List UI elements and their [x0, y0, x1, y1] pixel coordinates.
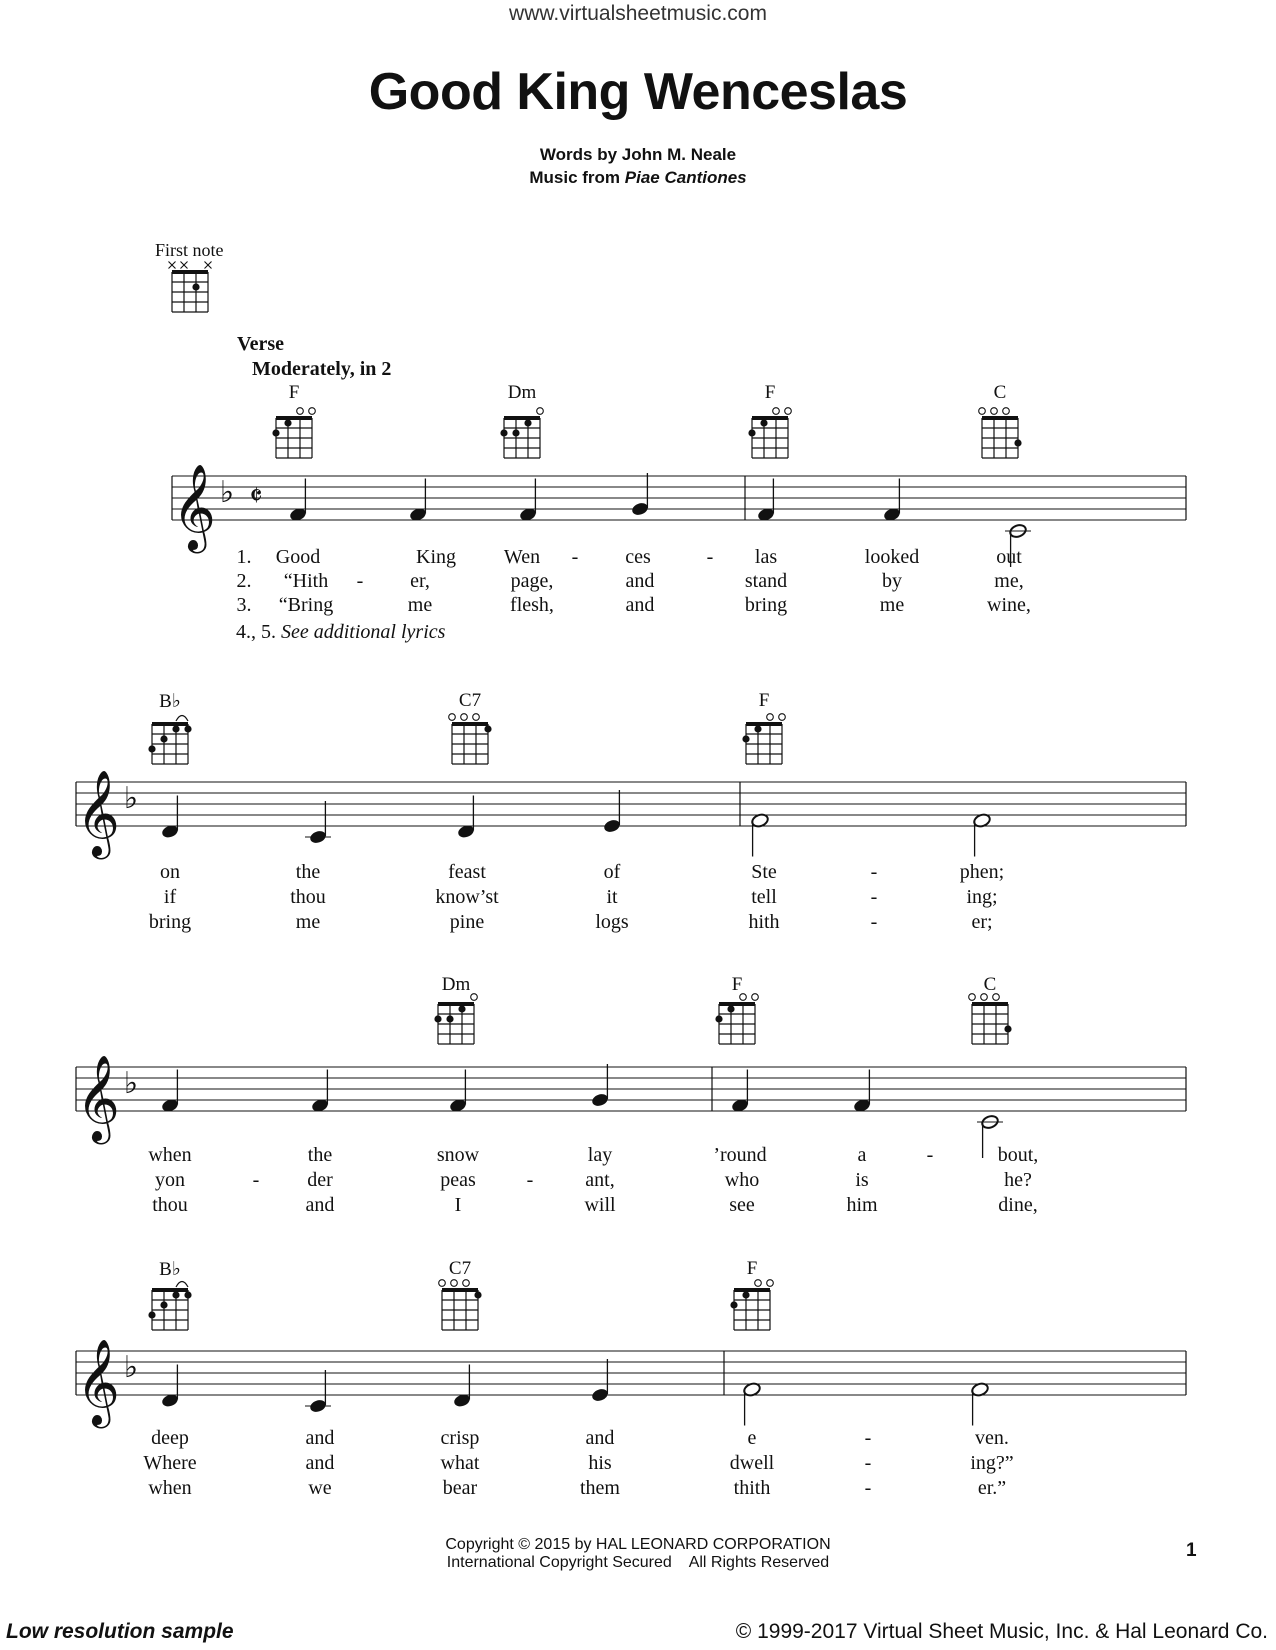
lyric-syllable: Good: [275, 546, 321, 568]
lyric-syllable: -: [870, 861, 878, 883]
lyric-syllable: what: [440, 1452, 480, 1474]
open-string-marker: [449, 714, 456, 721]
chord-symbol: Dm: [507, 382, 537, 403]
lyric-syllable: “Bring: [278, 594, 334, 616]
lyric-syllable: and: [625, 594, 655, 616]
lyric-syllable: -: [571, 546, 579, 568]
finger-dot: [474, 1291, 481, 1298]
finger-dot: [748, 429, 755, 436]
lyric-syllable: logs: [595, 911, 629, 933]
lyric-syllable: “Hith: [283, 570, 329, 592]
lyric-syllable: ces: [625, 546, 651, 568]
half-note: [971, 1382, 990, 1426]
finger-dot: [458, 1005, 465, 1012]
copyright-notice: [0, 1536, 1276, 1572]
lyric-syllable: -: [870, 886, 878, 908]
quarter-note: [631, 473, 650, 517]
lyric-syllable: Where: [143, 1452, 197, 1474]
key-signature-flat: ♭: [123, 1350, 139, 1385]
lyric-syllable: out: [996, 546, 1022, 568]
chord-diagram: [748, 408, 791, 458]
half-note: [743, 1382, 762, 1426]
open-string-marker: [979, 408, 986, 415]
section-label: Verse: [237, 333, 285, 355]
quarter-note: [853, 1070, 872, 1114]
copyright-line-2: International Copyright Secured All Rights Reserved: [446, 1554, 830, 1571]
lyric-syllable: and: [625, 570, 655, 592]
lyric-syllable: -: [706, 546, 714, 568]
lyric-syllable: me: [407, 594, 433, 616]
lyric-syllable: pine: [449, 911, 485, 933]
chord-diagram: [742, 714, 785, 764]
finger-dot: [524, 419, 531, 426]
lyric-syllable: flesh,: [510, 594, 554, 616]
open-string-marker: [451, 1280, 458, 1287]
lyric-syllable: -: [864, 1477, 872, 1499]
quarter-note: [757, 479, 776, 523]
lyric-syllable: him: [846, 1194, 878, 1216]
finger-dot: [1014, 439, 1021, 446]
open-string-marker: [767, 1280, 774, 1287]
lyric-syllable: King: [416, 546, 456, 568]
additional-verses-prefix: 4., 5.: [236, 621, 276, 643]
note-head: [631, 501, 650, 517]
half-note: [751, 813, 770, 857]
lyric-syllable: the: [295, 861, 321, 883]
lyric-syllable: thou: [290, 886, 326, 908]
lyric-syllable: of: [603, 861, 621, 883]
finger-dot: [1004, 1025, 1011, 1032]
lyric-syllable: will: [584, 1194, 616, 1216]
quarter-note: [305, 1370, 331, 1414]
finger-dot: [160, 1301, 167, 1308]
chord-symbol: C: [993, 382, 1007, 403]
lyric-syllable: and: [305, 1452, 335, 1474]
lyric-syllable: his: [588, 1452, 612, 1474]
note-head: [591, 1092, 610, 1108]
lyric-syllable: bring: [148, 911, 192, 933]
staff: [76, 1351, 1186, 1395]
finger-dot: [148, 745, 155, 752]
open-string-marker: [463, 1280, 470, 1287]
quarter-note: [289, 479, 308, 523]
quarter-note: [161, 796, 180, 840]
treble-clef: 𝄞: [76, 770, 120, 856]
lyric-syllable: when: [148, 1144, 192, 1166]
lyric-syllable: see: [729, 1194, 755, 1216]
note-head: [591, 1387, 610, 1403]
lyric-syllable: -: [864, 1427, 872, 1449]
chord-diagram: [148, 716, 191, 765]
open-string-marker: [779, 714, 786, 721]
lyric-syllable: -: [526, 1169, 534, 1191]
chord-diagram: [434, 994, 477, 1044]
lyric-syllable: stand: [744, 570, 788, 592]
lyric-syllable: e: [747, 1427, 757, 1449]
treble-clef: 𝄞: [172, 464, 216, 550]
lyric-syllable: looked: [864, 546, 920, 568]
lyric-syllable: bring: [744, 594, 788, 616]
additional-lyrics-note: [236, 621, 445, 644]
lyric-syllable: lay: [587, 1144, 613, 1166]
open-string-marker: [297, 408, 304, 415]
lyric-syllable: is: [855, 1169, 869, 1191]
quarter-note: [883, 479, 902, 523]
lyric-syllable: if: [163, 886, 177, 908]
chord-symbol: F: [746, 1258, 758, 1279]
first-note-diagram: [169, 262, 212, 313]
finger-dot: [184, 725, 191, 732]
lyric-syllable: snow: [436, 1144, 480, 1166]
open-string-marker: [773, 408, 780, 415]
lyric-syllable: yon: [155, 1169, 185, 1191]
finger-dot: [446, 1015, 453, 1022]
lyric-syllable: he?: [1004, 1169, 1032, 1191]
staff: [76, 782, 1186, 826]
barre-arc: [176, 716, 188, 722]
finger-dot: [715, 1015, 722, 1022]
lyric-syllable: -: [356, 570, 364, 592]
open-string-marker: [473, 714, 480, 721]
lyric-syllable: ing?”: [970, 1452, 1014, 1474]
chord-symbol: F: [731, 974, 743, 995]
lyric-syllable: phen;: [959, 861, 1005, 883]
music-credit-source: Piae Cantiones: [624, 168, 747, 187]
lyric-syllable: las: [754, 546, 778, 568]
finger-dot: [742, 1291, 749, 1298]
half-note: [973, 813, 992, 857]
lyric-syllable: ven.: [975, 1427, 1009, 1449]
chord-symbol: C: [983, 974, 997, 995]
lyric-syllable: thith: [733, 1477, 771, 1499]
staff: [76, 1067, 1186, 1111]
lyric-syllable: er;: [971, 911, 993, 933]
lyric-syllable: I: [454, 1194, 462, 1216]
chord-symbol: F: [758, 690, 770, 711]
lyric-syllable: tell: [751, 886, 777, 908]
chord-symbol: C7: [458, 690, 482, 711]
lyric-syllable: wine,: [987, 594, 1031, 616]
lyric-syllable: we: [308, 1477, 332, 1499]
publisher-footer: © 1999-2017 Virtual Sheet Music, Inc. & Hal Leonard Co.: [735, 1620, 1268, 1643]
finger-dot: [727, 1005, 734, 1012]
low-resolution-notice: Low resolution sample: [6, 1620, 234, 1643]
lyric-syllable: dine,: [998, 1194, 1038, 1216]
finger-dot: [172, 1291, 179, 1298]
lyric-syllable: it: [606, 886, 618, 908]
lyric-syllable: -: [864, 1452, 872, 1474]
lyric-syllable: Ste: [751, 861, 777, 883]
chord-diagram: [730, 1280, 773, 1330]
copyright-line-1: Copyright © 2015 by HAL LEONARD CORPORATION: [445, 1536, 831, 1553]
open-string-marker: [439, 1280, 446, 1287]
lyric-syllable: er,: [410, 570, 430, 592]
lyric-syllable: peas: [440, 1169, 476, 1191]
note-head: [603, 818, 622, 834]
chord-diagram: [148, 1282, 191, 1331]
lyric-syllable: on: [160, 861, 180, 883]
treble-clef: 𝄞: [76, 1055, 120, 1141]
lyric-syllable: by: [882, 570, 902, 592]
chord-diagram: [439, 1280, 482, 1330]
lyric-syllable: thou: [152, 1194, 188, 1216]
finger-dot: [284, 419, 291, 426]
lyric-syllable: when: [148, 1477, 192, 1499]
finger-dot: [192, 283, 199, 290]
chord-diagram: [500, 408, 543, 458]
cut-time-signature: 𝄵: [249, 479, 263, 514]
first-note-label: First note: [155, 240, 224, 260]
lyric-syllable: a: [857, 1144, 867, 1166]
finger-dot: [742, 735, 749, 742]
barre-arc: [176, 1282, 188, 1288]
lyric-syllable: dwell: [729, 1452, 775, 1474]
lyric-syllable: hith: [748, 911, 780, 933]
quarter-note: [603, 790, 622, 834]
quarter-note: [161, 1070, 180, 1114]
finger-dot: [484, 725, 491, 732]
lyric-syllable: -: [252, 1169, 260, 1191]
staff: [172, 476, 1186, 520]
lyric-syllable: who: [724, 1169, 760, 1191]
open-string-marker: [755, 1280, 762, 1287]
lyric-syllable: 2.: [236, 570, 252, 592]
lyric-syllable: -: [870, 911, 878, 933]
finger-dot: [760, 419, 767, 426]
key-signature-flat: ♭: [123, 1066, 139, 1101]
lyric-syllable: the: [307, 1144, 333, 1166]
open-string-marker: [537, 408, 544, 415]
chord-symbol: B♭: [159, 691, 181, 712]
song-title: Good King Wenceslas: [368, 63, 908, 121]
tempo-marking: Moderately, in 2: [252, 358, 392, 380]
finger-dot: [160, 735, 167, 742]
site-watermark: www.virtualsheetmusic.com: [509, 2, 767, 25]
chord-diagram: [715, 994, 758, 1044]
lyric-syllable: crisp: [440, 1427, 480, 1449]
open-string-marker: [785, 408, 792, 415]
lyric-syllable: and: [585, 1427, 615, 1449]
finger-dot: [512, 429, 519, 436]
lyric-syllable: me,: [994, 570, 1024, 592]
quarter-note: [591, 1359, 610, 1403]
lyric-syllable: 3.: [236, 594, 252, 616]
chord-symbol: B♭: [159, 1259, 181, 1280]
open-string-marker: [309, 408, 316, 415]
lyric-syllable: page,: [510, 570, 554, 592]
lyric-syllable: feast: [448, 861, 486, 883]
quarter-note: [731, 1070, 750, 1114]
quarter-note: [449, 1070, 468, 1114]
lyric-syllable: 1.: [236, 546, 252, 568]
quarter-note: [591, 1064, 610, 1108]
open-string-marker: [767, 714, 774, 721]
chord-symbol: F: [288, 382, 300, 403]
finger-dot: [730, 1301, 737, 1308]
key-signature-flat: ♭: [123, 781, 139, 816]
lyric-syllable: deep: [151, 1427, 189, 1449]
lyric-syllable: ing;: [966, 886, 998, 908]
chord-symbol: Dm: [441, 974, 471, 995]
lyric-syllable: bout,: [997, 1144, 1039, 1166]
lyric-syllable: and: [305, 1427, 335, 1449]
chord-diagram: [969, 994, 1012, 1044]
chord-diagram: [449, 714, 492, 764]
quarter-note: [453, 1365, 472, 1409]
finger-dot: [500, 429, 507, 436]
chord-symbol: F: [764, 382, 776, 403]
quarter-note: [409, 479, 428, 523]
chord-diagram: [272, 408, 315, 458]
finger-dot: [172, 725, 179, 732]
lyric-syllable: er.”: [977, 1477, 1007, 1499]
chord-diagram: [979, 408, 1022, 458]
finger-dot: [148, 1311, 155, 1318]
lyric-syllable: -: [926, 1144, 934, 1166]
quarter-note: [457, 796, 476, 840]
music-credit-prefix: Music from: [529, 168, 625, 187]
lyric-syllable: me: [295, 911, 321, 933]
lyric-syllable: them: [580, 1477, 620, 1499]
page-number: 1: [1186, 1540, 1197, 1561]
finger-dot: [184, 1291, 191, 1298]
words-credit: Words by John M. Neale: [539, 145, 737, 164]
finger-dot: [754, 725, 761, 732]
lyric-syllable: bear: [442, 1477, 478, 1499]
key-signature-flat: ♭: [219, 475, 235, 510]
lyric-syllable: der: [307, 1169, 333, 1191]
open-string-marker: [1003, 408, 1010, 415]
lyric-syllable: know’st: [435, 886, 499, 908]
quarter-note: [519, 479, 538, 523]
quarter-note: [305, 801, 331, 845]
additional-lyrics-text: See additional lyrics: [281, 621, 446, 643]
lyric-syllable: Wen: [503, 546, 541, 568]
open-string-marker: [991, 408, 998, 415]
finger-dot: [434, 1015, 441, 1022]
treble-clef: 𝄞: [76, 1339, 120, 1425]
lyric-syllable: ant,: [585, 1169, 615, 1191]
finger-dot: [272, 429, 279, 436]
lyric-syllable: and: [305, 1194, 335, 1216]
quarter-note: [311, 1070, 330, 1114]
quarter-note: [161, 1365, 180, 1409]
chord-symbol: C7: [448, 1258, 472, 1279]
open-string-marker: [461, 714, 468, 721]
lyric-syllable: me: [879, 594, 905, 616]
lyric-syllable: ’round: [713, 1144, 767, 1166]
